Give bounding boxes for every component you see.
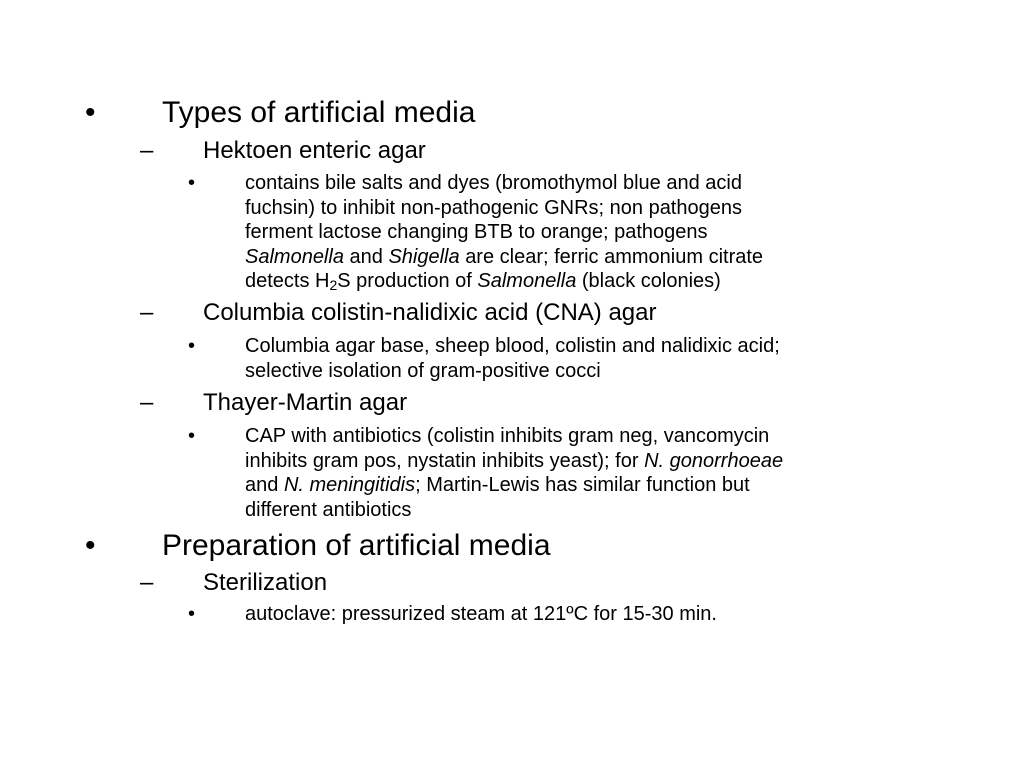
- text-line: ferment lactose changing BTB to orange; pathogens: [245, 221, 708, 243]
- organism-name: Shigella: [388, 245, 460, 268]
- text-line: Columbia agar base, sheep blood, colistin and nalidixic acid;: [245, 335, 780, 357]
- subheading-text: Sterilization: [203, 569, 328, 596]
- text-run: are clear; ferric ammonium citrate: [465, 245, 764, 268]
- text-run: detects H: [245, 270, 330, 292]
- section-title: Types of artificial media: [162, 96, 476, 129]
- section-title: Preparation of artificial media: [162, 529, 551, 562]
- text-line: contains bile salts and dyes (bromothymol blue and acid: [245, 172, 742, 194]
- subscript: 2: [329, 277, 338, 293]
- text-line: fuchsin) to inhibit non-pathogenic GNRs; non pathogens: [245, 196, 742, 219]
- bullet-icon: •: [85, 96, 96, 129]
- text-line: selective isolation of gram-positive cocci: [245, 359, 601, 382]
- text-run: inhibits gram pos, nystatin inhibits yeast); for: [245, 449, 639, 472]
- detail-text: [245, 171, 955, 294]
- text-run: ; Martin-Lewis has similar function but: [415, 474, 750, 496]
- text-line: [245, 449, 955, 474]
- text-line: [245, 269, 955, 294]
- text-line: CAP with antibiotics (colistin inhibits gram neg, vancomycin: [245, 425, 770, 447]
- organism-name: N. meningitidis: [283, 474, 416, 496]
- text-line: [245, 245, 955, 270]
- text-run: and: [245, 474, 279, 496]
- text-run: S production of: [337, 270, 472, 292]
- bullet-icon: •: [85, 529, 96, 562]
- organism-name: Salmonella: [245, 245, 344, 268]
- dash-icon: –: [140, 389, 154, 416]
- text-run: (black colonies): [581, 270, 721, 292]
- text-line: autoclave: pressurized steam at 121ºC for 15-30 min.: [245, 603, 717, 625]
- dash-icon: –: [140, 299, 154, 326]
- bullet-icon: •: [188, 172, 196, 194]
- organism-name: Salmonella: [477, 270, 577, 292]
- dash-icon: –: [140, 137, 154, 164]
- dash-icon: –: [140, 569, 154, 596]
- subheading-text: Columbia colistin-nalidixic acid (CNA) agar: [203, 299, 657, 326]
- detail-text: [245, 334, 955, 383]
- text-line: [245, 473, 955, 498]
- bullet-icon: •: [188, 425, 196, 447]
- detail-text: [245, 602, 955, 627]
- text-line: different antibiotics: [245, 498, 412, 521]
- subheading-text: Thayer-Martin agar: [203, 389, 408, 416]
- subheading-text: Hektoen enteric agar: [203, 137, 426, 164]
- detail-text: [245, 424, 955, 522]
- bullet-icon: •: [188, 335, 196, 357]
- text-run: and: [349, 245, 383, 268]
- organism-name: N. gonorrhoeae: [644, 449, 784, 472]
- bullet-icon: •: [188, 603, 196, 625]
